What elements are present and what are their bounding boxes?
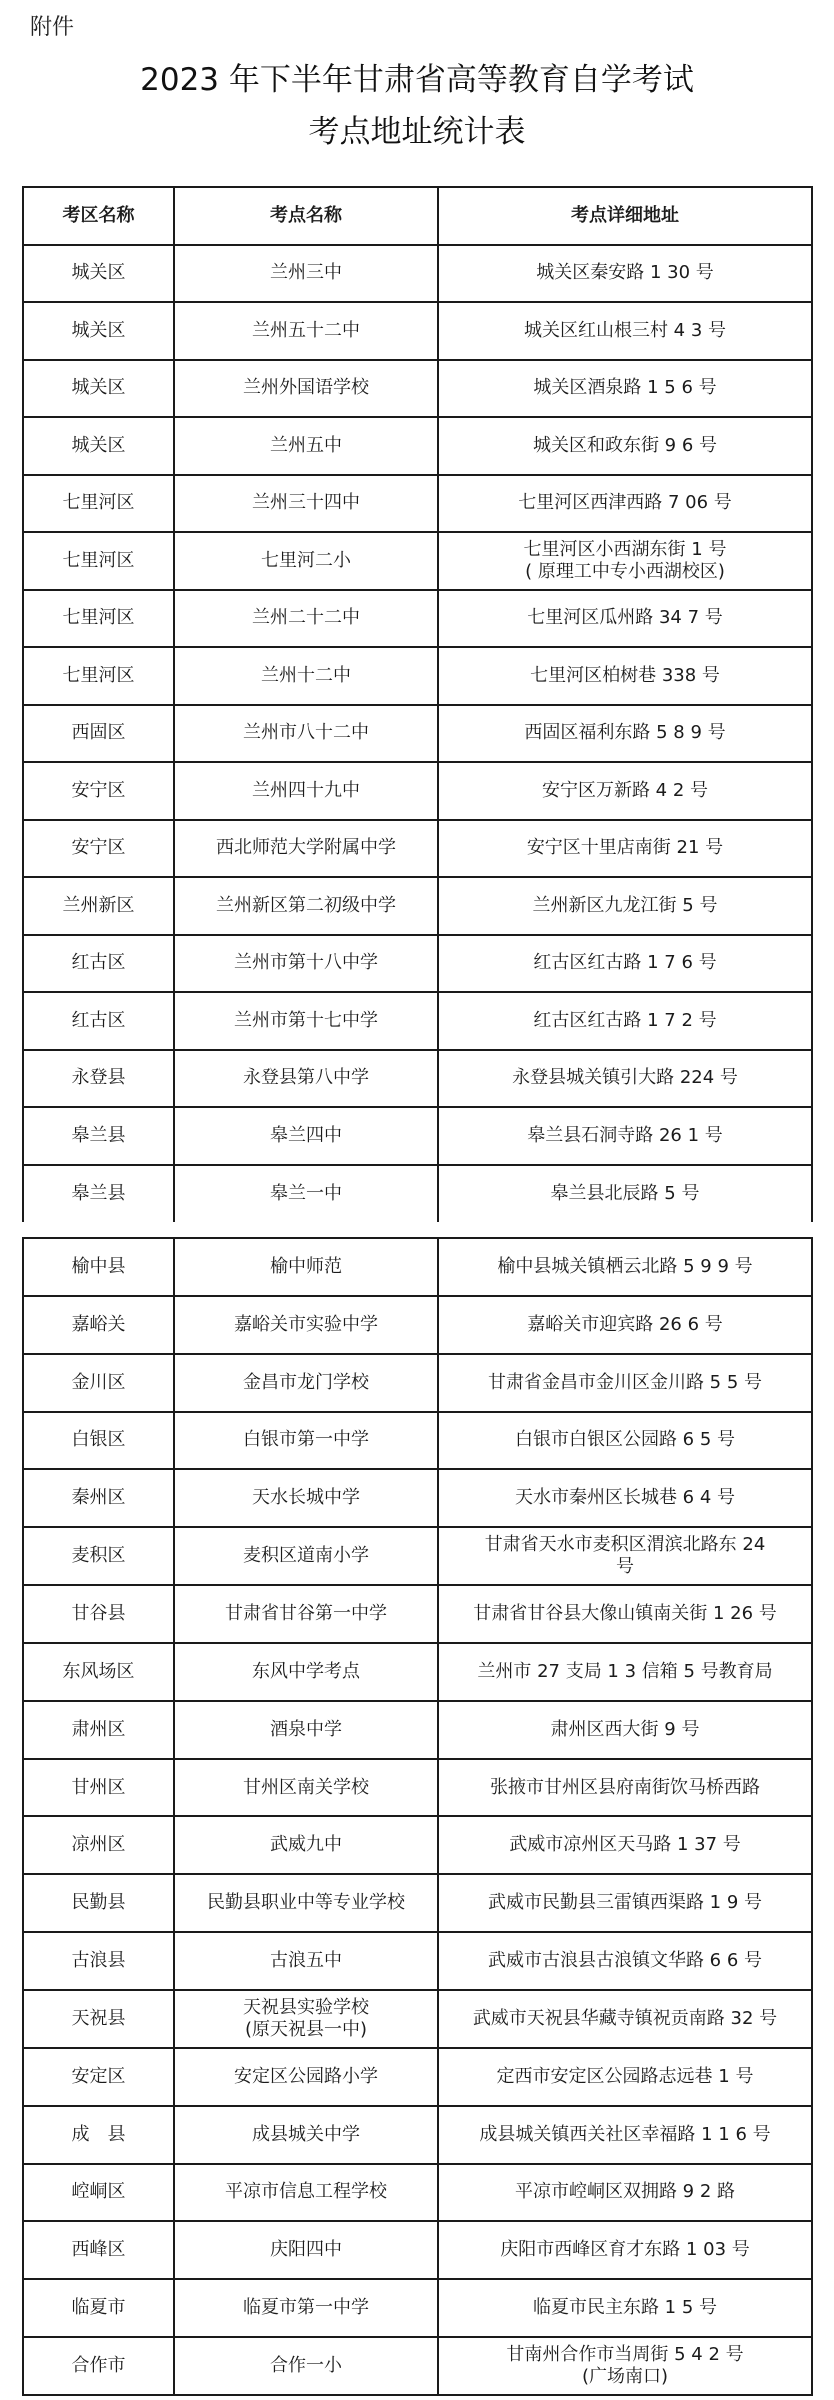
site-name-cell (174, 2337, 438, 2395)
address-cell (438, 820, 812, 878)
district-cell: 西固区 (23, 705, 174, 763)
district-cell: 永登县 (23, 1050, 174, 1108)
address-cell (438, 532, 812, 590)
address-cell (438, 1759, 812, 1817)
address-text: 城关区酒泉路 1 5 6 号 (533, 377, 717, 399)
table-header-row (23, 187, 812, 245)
district-cell: 嘉峪关 (23, 1296, 174, 1354)
table-row (23, 1412, 812, 1470)
site-name-cell (174, 1469, 438, 1527)
table-row (23, 1932, 812, 1990)
site-name-cell (174, 1527, 438, 1585)
district-cell: 安宁区 (23, 820, 174, 878)
site-name-cell (174, 820, 438, 878)
district-cell: 麦积区 (23, 1527, 174, 1585)
site-name-text: 皋兰一中 (270, 1182, 342, 1204)
address-cell (438, 2279, 812, 2337)
address-cell (438, 1469, 812, 1527)
site-name-cell (174, 1990, 438, 2048)
address-text: 城关区红山根三村 4 3 号 (523, 319, 727, 341)
header-site-name: 考点名称 (174, 187, 438, 245)
table-row (23, 1107, 812, 1165)
site-name-text: 七里河二小 (261, 549, 351, 571)
site-name-text: 成县城关中学 (252, 2123, 360, 2145)
address-text: 七里河区西津西路 7 06 号 (518, 492, 732, 514)
site-name-text: 白银市第一中学 (243, 1429, 369, 1451)
address-cell (438, 992, 812, 1050)
address-text: 城关区和政东街 9 6 号 (532, 434, 718, 456)
table-row (23, 1165, 812, 1223)
address-text: 甘肃省金昌市金川区金川路 5 5 号 (487, 1371, 763, 1393)
address-cell (438, 1874, 812, 1932)
attachment-label: 附件 (30, 15, 75, 40)
site-name-text: 甘州区南关学校 (243, 1776, 369, 1798)
site-name-cell (174, 417, 438, 475)
site-name-cell (174, 245, 438, 303)
address-cell (438, 2221, 812, 2279)
address-text: 永登县城关镇引大路 224 号 (512, 1067, 738, 1089)
address-cell (438, 1990, 812, 2048)
table-row (23, 1759, 812, 1817)
site-name-cell (174, 1932, 438, 1990)
address-text: 武威市凉州区天马路 1 37 号 (509, 1834, 741, 1856)
table-row (23, 2164, 812, 2222)
site-name-cell (174, 2279, 438, 2337)
table-row (23, 245, 812, 303)
district-cell: 城关区 (23, 417, 174, 475)
site-name-text: 兰州五十二中 (252, 319, 360, 341)
table-row (23, 2337, 812, 2395)
site-name-cell (174, 360, 438, 418)
address-text: 成县城关镇西关社区幸福路 1 1 6 号 (479, 2123, 771, 2145)
address-cell (438, 2337, 812, 2395)
site-name-cell (174, 1412, 438, 1470)
address-text: 兰州市 27 支局 1 3 信箱 5 号教育局 (477, 1660, 773, 1682)
exam-site-table-part2 (22, 1237, 813, 2396)
address-cell (438, 475, 812, 533)
address-cell (438, 935, 812, 993)
table-row (23, 1874, 812, 1932)
address-cell (438, 2048, 812, 2106)
address-text: 武威市民勤县三雷镇西渠路 1 9 号 (487, 1892, 763, 1914)
address-cell (438, 1238, 812, 1296)
district-cell: 七里河区 (23, 590, 174, 648)
address-text: 甘肃省甘谷县大像山镇南关街 1 26 号 (473, 1602, 777, 1624)
site-name-cell (174, 647, 438, 705)
site-name-cell (174, 2048, 438, 2106)
address-cell (438, 245, 812, 303)
address-text: 天水市秦州区长城巷 6 4 号 (514, 1487, 736, 1509)
document-title-line2: 考点地址统计表 (308, 114, 526, 150)
table-row (23, 2048, 812, 2106)
address-text: 武威市古浪县古浪镇文华路 6 6 号 (487, 1950, 763, 1972)
site-name-cell (174, 1050, 438, 1108)
site-name-cell (174, 1585, 438, 1643)
address-text: 红古区红古路 1 7 2 号 (533, 1009, 717, 1031)
address-text: 甘肃省天水市麦积区渭滨北路东 24 (484, 1534, 766, 1556)
header-district: 考区名称 (23, 187, 174, 245)
site-name-text: 东风中学考点 (252, 1660, 360, 1682)
address-text: 定西市安定区公园路志远巷 1 号 (496, 2065, 754, 2087)
site-name-cell (174, 2164, 438, 2222)
header-address: 考点详细地址 (438, 187, 812, 245)
address-text-line2: ( 原理工中专小西湖校区) (525, 560, 725, 582)
district-cell: 成 县 (23, 2106, 174, 2164)
site-name-cell (174, 1354, 438, 1412)
district-cell: 七里河区 (23, 475, 174, 533)
district-cell: 城关区 (23, 360, 174, 418)
address-text-line2: (广场南口) (581, 2365, 669, 2387)
table-row (23, 877, 812, 935)
site-name-cell (174, 1296, 438, 1354)
district-cell: 肃州区 (23, 1701, 174, 1759)
site-name-text: 兰州外国语学校 (243, 377, 369, 399)
site-name-text: 兰州新区第二初级中学 (216, 894, 396, 916)
document-title-line1: 2023 年下半年甘肃省高等教育自学考试 (140, 62, 694, 98)
address-text: 七里河区瓜州路 34 7 号 (527, 607, 723, 629)
site-name-text: 兰州市第十七中学 (234, 1009, 378, 1031)
table-row (23, 1990, 812, 2048)
district-cell: 红古区 (23, 992, 174, 1050)
district-cell: 甘谷县 (23, 1585, 174, 1643)
table-row (23, 2221, 812, 2279)
district-cell: 白银区 (23, 1412, 174, 1470)
address-cell (438, 1165, 812, 1223)
district-cell: 甘州区 (23, 1759, 174, 1817)
address-cell (438, 1816, 812, 1874)
site-name-cell (174, 2106, 438, 2164)
site-name-cell (174, 992, 438, 1050)
address-text: 城关区秦安路 1 30 号 (536, 262, 714, 284)
site-name-text: 兰州五中 (270, 434, 342, 456)
site-name-cell (174, 705, 438, 763)
table-row (23, 705, 812, 763)
site-name-text: 嘉峪关市实验中学 (234, 1313, 378, 1335)
site-name-cell (174, 475, 438, 533)
site-name-cell (174, 1701, 438, 1759)
site-name-text: 金昌市龙门学校 (243, 1371, 369, 1393)
site-name-text: 临夏市第一中学 (243, 2297, 369, 2319)
site-name-cell (174, 1107, 438, 1165)
site-name-cell (174, 302, 438, 360)
address-text: 皋兰县北辰路 5 号 (550, 1182, 700, 1204)
address-cell (438, 417, 812, 475)
table-row (23, 935, 812, 993)
district-cell: 榆中县 (23, 1238, 174, 1296)
site-name-cell (174, 1165, 438, 1223)
address-cell (438, 1107, 812, 1165)
address-text: 临夏市民主东路 1 5 号 (532, 2297, 718, 2319)
table-row (23, 647, 812, 705)
address-text: 张掖市甘州区县府南街饮马桥西路 (490, 1776, 760, 1798)
district-cell: 临夏市 (23, 2279, 174, 2337)
district-cell: 东风场区 (23, 1643, 174, 1701)
address-cell (438, 705, 812, 763)
address-text: 武威市天祝县华藏寺镇祝贡南路 32 号 (472, 2007, 778, 2029)
site-name-text: 兰州市八十二中 (243, 722, 369, 744)
site-name-cell (174, 1816, 438, 1874)
table-row (23, 1296, 812, 1354)
site-name-text: 兰州市第十八中学 (234, 952, 378, 974)
address-cell (438, 1932, 812, 1990)
address-text: 安宁区十里店南街 21 号 (526, 837, 724, 859)
table-row (23, 2279, 812, 2337)
site-name-text: 安定区公园路小学 (234, 2065, 378, 2087)
district-cell: 皋兰县 (23, 1107, 174, 1165)
table-row (23, 820, 812, 878)
table-row (23, 475, 812, 533)
site-name-cell (174, 590, 438, 648)
district-cell: 城关区 (23, 245, 174, 303)
table-row (23, 1527, 812, 1585)
exam-site-table-part1 (22, 186, 813, 1222)
table-row (23, 302, 812, 360)
site-name-cell (174, 935, 438, 993)
address-cell (438, 2164, 812, 2222)
address-cell (438, 302, 812, 360)
address-text: 肃州区西大街 9 号 (550, 1718, 700, 1740)
table-row (23, 1050, 812, 1108)
table-row (23, 1354, 812, 1412)
site-name-cell (174, 2221, 438, 2279)
district-cell: 红古区 (23, 935, 174, 993)
site-name-text: 皋兰四中 (270, 1124, 342, 1146)
site-name-text: 武威九中 (270, 1834, 342, 1856)
district-cell: 凉州区 (23, 1816, 174, 1874)
district-cell: 城关区 (23, 302, 174, 360)
district-cell: 崆峒区 (23, 2164, 174, 2222)
district-cell: 七里河区 (23, 532, 174, 590)
table-row (23, 1469, 812, 1527)
site-name-cell (174, 762, 438, 820)
address-text: 红古区红古路 1 7 6 号 (533, 952, 717, 974)
address-cell (438, 762, 812, 820)
site-name-text: 兰州四十九中 (252, 779, 360, 801)
district-cell: 合作市 (23, 2337, 174, 2395)
site-name-text: 西北师范大学附属中学 (216, 837, 396, 859)
address-text: 皋兰县石洞寺路 26 1 号 (527, 1124, 723, 1146)
district-cell: 古浪县 (23, 1932, 174, 1990)
district-cell: 安宁区 (23, 762, 174, 820)
address-text: 七里河区小西湖东街 1 号 (523, 538, 727, 560)
address-cell (438, 877, 812, 935)
site-name-text: 兰州十二中 (261, 664, 351, 686)
table-row (23, 2106, 812, 2164)
district-cell: 皋兰县 (23, 1165, 174, 1223)
site-name-cell (174, 1643, 438, 1701)
site-name-text: 庆阳四中 (270, 2239, 342, 2261)
site-name-text: 古浪五中 (270, 1950, 342, 1972)
table-row (23, 1585, 812, 1643)
site-name-text: 甘肃省甘谷第一中学 (225, 1602, 387, 1624)
table-row (23, 532, 812, 590)
site-name-text: 天水长城中学 (252, 1487, 360, 1509)
address-text: 榆中县城关镇栖云北路 5 9 9 号 (497, 1255, 753, 1277)
address-text-line2: 号 (616, 1556, 634, 1578)
address-cell (438, 1296, 812, 1354)
address-cell (438, 1585, 812, 1643)
address-text: 西固区福利东路 5 8 9 号 (524, 722, 726, 744)
table-row (23, 360, 812, 418)
district-cell: 秦州区 (23, 1469, 174, 1527)
address-cell (438, 1412, 812, 1470)
address-text: 兰州新区九龙江街 5 号 (532, 894, 718, 916)
table-row (23, 762, 812, 820)
site-name-text: 榆中师范 (270, 1255, 342, 1277)
address-cell (438, 1050, 812, 1108)
address-text: 安宁区万新路 4 2 号 (541, 779, 709, 801)
site-name-text: 兰州三十四中 (252, 492, 360, 514)
table-row (23, 590, 812, 648)
address-text: 白银市白银区公园路 6 5 号 (514, 1429, 736, 1451)
site-name-cell (174, 1238, 438, 1296)
site-name-text: 平凉市信息工程学校 (225, 2181, 387, 2203)
site-name-cell (174, 1759, 438, 1817)
address-text: 平凉市崆峒区双拥路 9 2 路 (514, 2181, 736, 2203)
table-row (23, 1643, 812, 1701)
address-text: 庆阳市西峰区育才东路 1 03 号 (500, 2239, 750, 2261)
site-name-text: 麦积区道南小学 (243, 1545, 369, 1567)
address-text: 甘南州合作市当周街 5 4 2 号 (506, 2343, 744, 2365)
site-name-text: 民勤县职业中等专业学校 (207, 1892, 405, 1914)
table-row (23, 417, 812, 475)
site-name-text: 酒泉中学 (270, 1718, 342, 1740)
site-name-text: 合作一小 (270, 2354, 342, 2376)
address-cell (438, 1527, 812, 1585)
district-cell: 金川区 (23, 1354, 174, 1412)
district-cell: 天祝县 (23, 1990, 174, 2048)
address-cell (438, 1354, 812, 1412)
address-text: 嘉峪关市迎宾路 26 6 号 (527, 1313, 723, 1335)
site-name-text: 天祝县实验学校 (243, 1996, 369, 2018)
site-name-text: 兰州三中 (270, 262, 342, 284)
table-row (23, 1238, 812, 1296)
address-text: 七里河区柏树巷 338 号 (530, 664, 720, 686)
district-cell: 安定区 (23, 2048, 174, 2106)
site-name-cell (174, 1874, 438, 1932)
district-cell: 西峰区 (23, 2221, 174, 2279)
table-row (23, 1701, 812, 1759)
district-cell: 七里河区 (23, 647, 174, 705)
address-cell (438, 1643, 812, 1701)
district-cell: 民勤县 (23, 1874, 174, 1932)
address-cell (438, 1701, 812, 1759)
table-row (23, 1816, 812, 1874)
address-cell (438, 2106, 812, 2164)
table-row (23, 992, 812, 1050)
site-name-text: 永登县第八中学 (243, 1067, 369, 1089)
district-cell: 兰州新区 (23, 877, 174, 935)
site-name-text: 兰州二十二中 (252, 607, 360, 629)
site-name-text-line2: (原天祝县一中) (244, 2018, 368, 2040)
site-name-cell (174, 877, 438, 935)
address-cell (438, 647, 812, 705)
site-name-cell (174, 532, 438, 590)
address-cell (438, 360, 812, 418)
address-cell (438, 590, 812, 648)
